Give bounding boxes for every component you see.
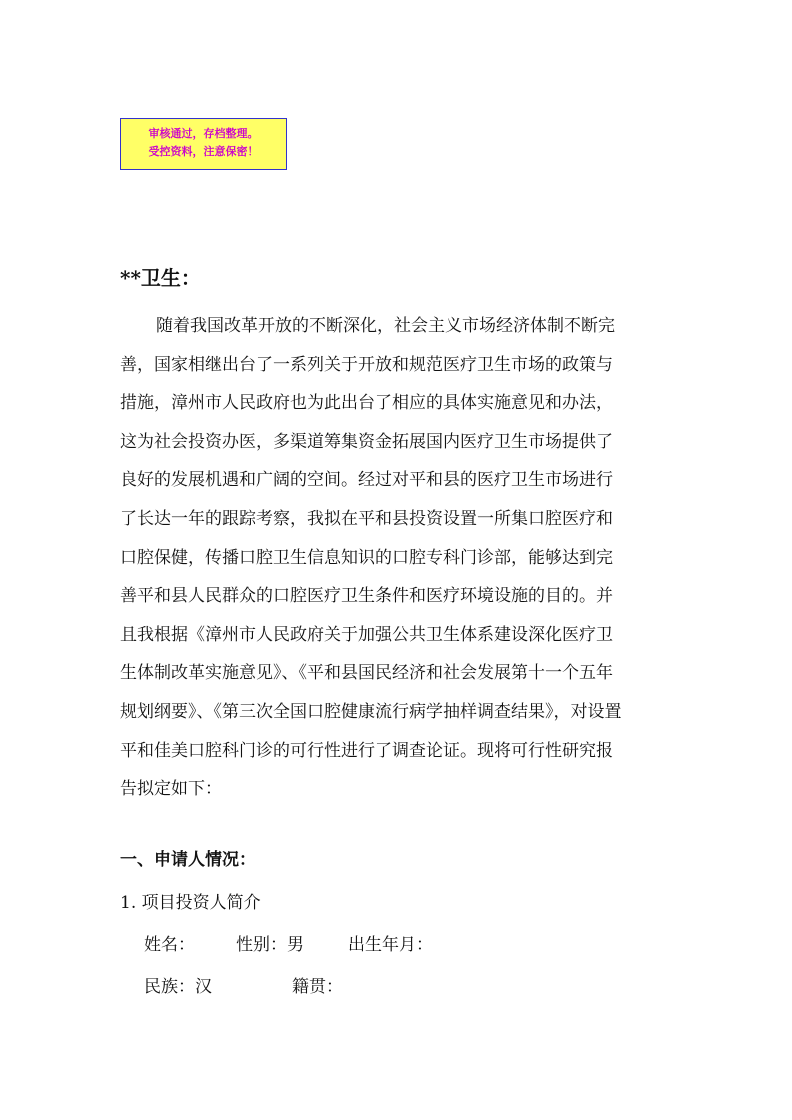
birth-label: 出生年月：	[348, 935, 433, 955]
paragraph-line: 且我根据《漳州市人民政府关于加强公共卫生体系建设深化医疗卫	[120, 624, 613, 645]
paragraph-line: 口腔保健，传播口腔卫生信息知识的口腔专科门诊部，能够达到完	[120, 547, 613, 568]
paragraph-line: 善，国家相继出台了一系列关于开放和规范医疗卫生市场的政策与	[120, 354, 613, 375]
name-label: 姓名：	[144, 935, 195, 955]
intro-paragraph	[120, 307, 680, 809]
paragraph-line: 这为社会投资办医，多渠道筹集资金拓展国内医疗卫生市场提供了	[120, 431, 613, 452]
native-place-label: 籍贯：	[292, 977, 343, 997]
paragraph-line: 善平和县人民群众的口腔医疗卫生条件和医疗环境设施的目的。并	[120, 586, 613, 607]
paragraph-line: 平和佳美口腔科门诊的可行性进行了调查论证。现将可行性研究报	[120, 740, 613, 761]
paragraph-line: 随着我国改革开放的不断深化，社会主义市场经济体制不断完	[156, 316, 615, 336]
confidential-stamp	[120, 118, 287, 170]
ethnicity-field: 民族：汉	[144, 977, 212, 997]
section-heading-applicant: 一、申请人情况：	[120, 850, 256, 870]
stamp-line-1: 审核通过，存档整理。	[148, 127, 259, 140]
paragraph-line: 措施，漳州市人民政府也为此出台了相应的具体实施意见和办法，	[120, 393, 613, 414]
document-title: **卫生：	[120, 266, 201, 290]
paragraph-line: 良好的发展机遇和广阔的空间。经过对平和县的医疗卫生市场进行	[120, 470, 613, 491]
paragraph-line: 规划纲要》、《第三次全国口腔健康流行病学抽样调查结果》，对设置	[120, 701, 622, 722]
sub-heading-investor: 1. 项目投资人简介	[120, 893, 261, 913]
paragraph-line: 了长达一年的跟踪考察，我拟在平和县投资设置一所集口腔医疗和	[120, 508, 613, 529]
gender-field: 性别：男	[236, 935, 304, 955]
paragraph-line: 告拟定如下：	[120, 779, 222, 800]
paragraph-line: 生体制改革实施意见》、《平和县国民经济和社会发展第十一个五年	[120, 663, 613, 684]
stamp-line-2: 受控资料，注意保密！	[148, 145, 259, 158]
